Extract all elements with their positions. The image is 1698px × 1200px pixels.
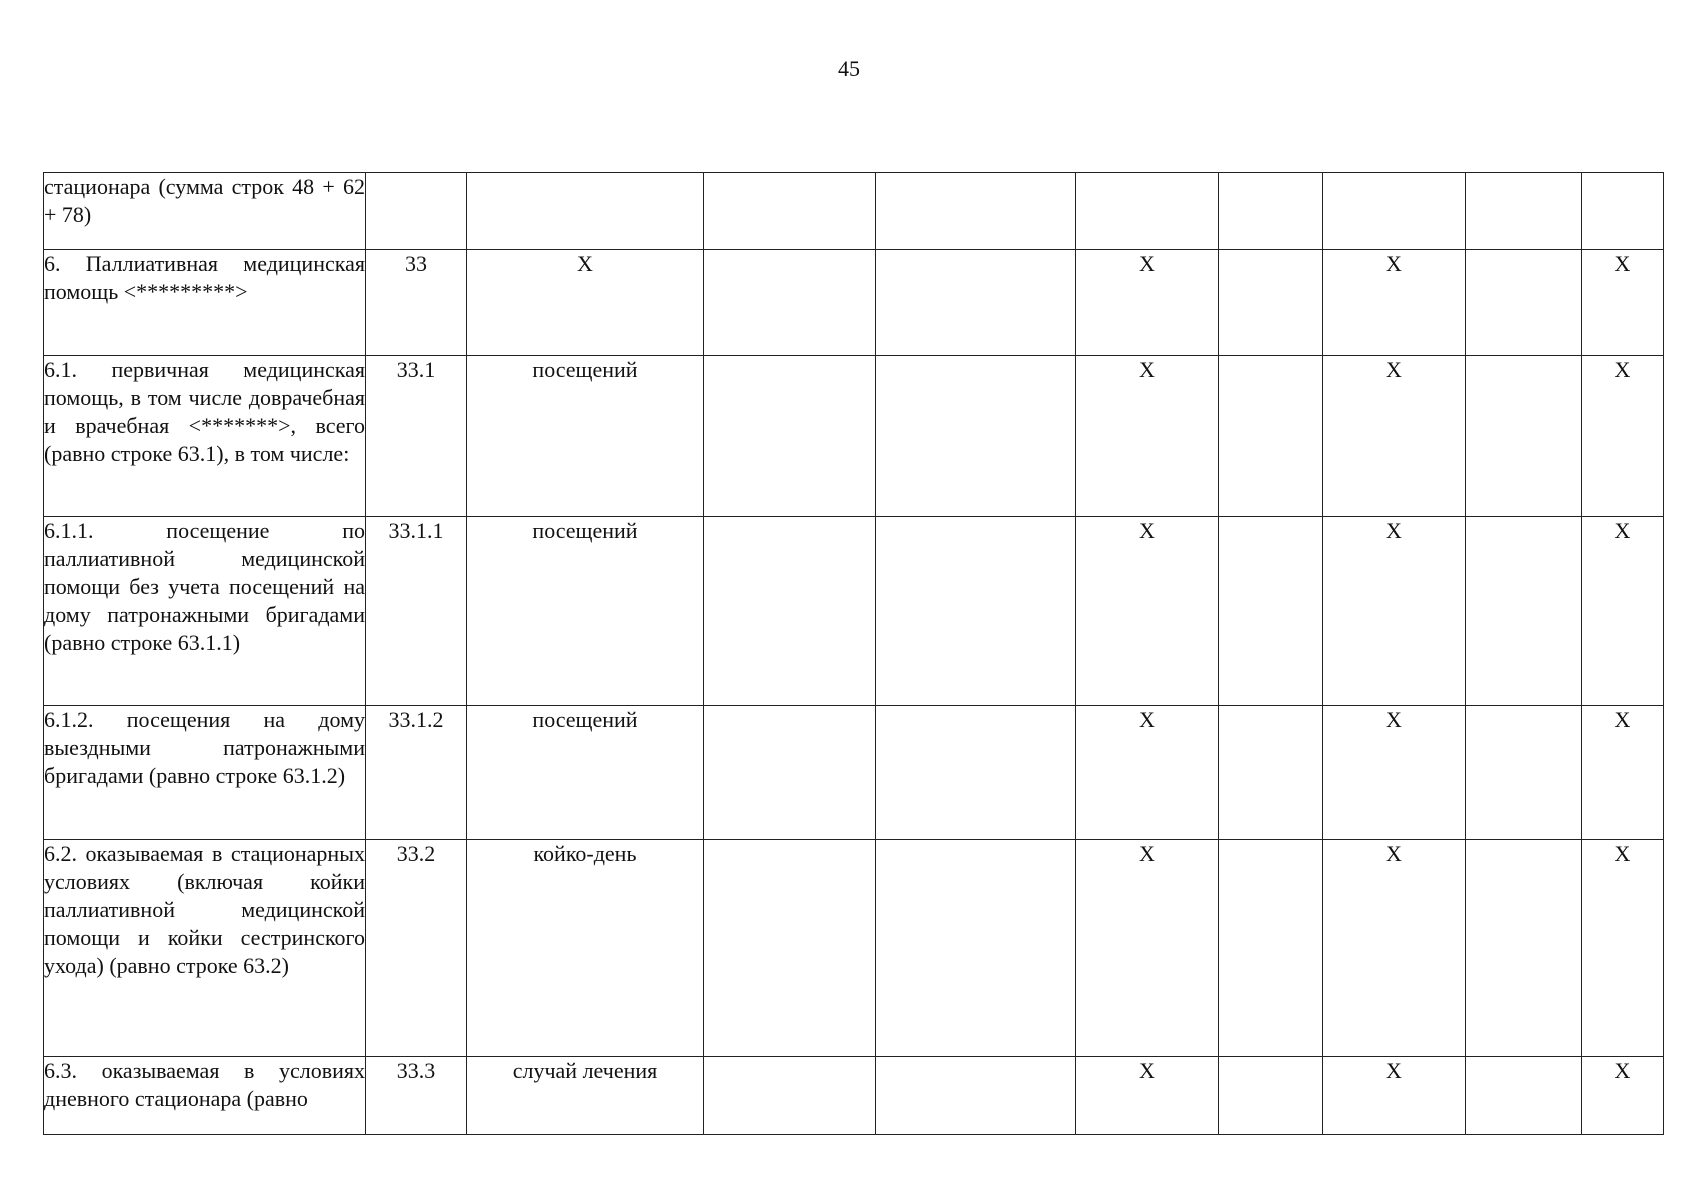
unit-cell: X [467,250,704,356]
row-name-cell [44,706,366,840]
value-cell: X [1076,250,1219,356]
empty-cell [1466,840,1582,1057]
table-row [44,517,1664,706]
empty-cell [876,706,1076,840]
value-cell: X [1323,840,1466,1057]
value-cell: X [1582,1057,1664,1135]
row-number-cell: 33.1 [366,356,467,517]
value-cell: X [1323,706,1466,840]
empty-cell [1219,840,1323,1057]
empty-cell [1219,250,1323,356]
empty-cell [1466,1057,1582,1135]
row-name: 6.3. оказываемая в условиях дневного стационара (равно [44,1058,365,1111]
empty-cell [1219,517,1323,706]
unit-cell: посещений [467,356,704,517]
row-name-cell [44,356,366,517]
value-cell: X [1582,356,1664,517]
data-table [43,172,1664,1135]
row-name-cell [44,840,366,1057]
unit-cell [467,173,704,250]
empty-cell [876,356,1076,517]
table-row [44,173,1664,250]
row-name-cell [44,250,366,356]
value-cell [1582,173,1664,250]
value-cell: X [1076,1057,1219,1135]
empty-cell [704,250,876,356]
value-cell: X [1582,250,1664,356]
row-number-cell: 33.1.2 [366,706,467,840]
value-cell: X [1076,706,1219,840]
table-row [44,356,1664,517]
value-cell: X [1323,1057,1466,1135]
empty-cell [704,517,876,706]
empty-cell [1466,517,1582,706]
row-name: стационара (сумма строк 48 + 62 + 78) [44,174,365,227]
row-name-cell [44,1057,366,1135]
value-cell: X [1582,517,1664,706]
table-row [44,250,1664,356]
page-number: 45 [838,56,860,81]
value-cell: X [1076,517,1219,706]
table-row [44,840,1664,1057]
row-name: 6. Паллиативная медицинская помощь <*********> [44,251,365,304]
row-name-cell [44,517,366,706]
empty-cell [704,706,876,840]
empty-cell [876,250,1076,356]
value-cell: X [1582,706,1664,840]
unit-cell: посещений [467,517,704,706]
row-name: 6.2. оказываемая в стационарных условиях (включая койки паллиативной медицинской помощи и койки сестринского ухода) (равно строке 63.2) [44,841,365,978]
empty-cell [1219,706,1323,840]
value-cell: X [1323,250,1466,356]
value-cell: X [1582,840,1664,1057]
value-cell: X [1076,840,1219,1057]
empty-cell [704,1057,876,1135]
table-row [44,1057,1664,1135]
value-cell: X [1323,356,1466,517]
unit-cell: посещений [467,706,704,840]
empty-cell [876,840,1076,1057]
row-number-cell [366,173,467,250]
empty-cell [876,173,1076,250]
empty-cell [1466,250,1582,356]
table-row [44,706,1664,840]
empty-cell [704,173,876,250]
value-cell [1076,173,1219,250]
row-name: 6.1. первичная медицинская помощь, в том числе доврачебная и врачебная <*******>, всего (равно строке 63.1), в том числе: [44,357,365,466]
empty-cell [1466,173,1582,250]
empty-cell [1466,706,1582,840]
value-cell: X [1076,356,1219,517]
row-number-cell: 33.1.1 [366,517,467,706]
empty-cell [704,356,876,517]
empty-cell [704,840,876,1057]
row-name: 6.1.1. посещение по паллиативной медицинской помощи без учета посещений на дому патронажными бригадами (равно строке 63.1.1) [44,518,365,655]
value-cell [1323,173,1466,250]
row-number-cell: 33.3 [366,1057,467,1135]
empty-cell [876,1057,1076,1135]
value-cell: X [1323,517,1466,706]
empty-cell [876,517,1076,706]
unit-cell: койко-день [467,840,704,1057]
row-name-cell [44,173,366,250]
empty-cell [1219,1057,1323,1135]
empty-cell [1219,173,1323,250]
empty-cell [1219,356,1323,517]
row-number-cell: 33.2 [366,840,467,1057]
unit-cell: случай лечения [467,1057,704,1135]
empty-cell [1466,356,1582,517]
row-number-cell: 33 [366,250,467,356]
row-name: 6.1.2. посещения на дому выездными патронажными бригадами (равно строке 63.1.2) [44,707,365,788]
